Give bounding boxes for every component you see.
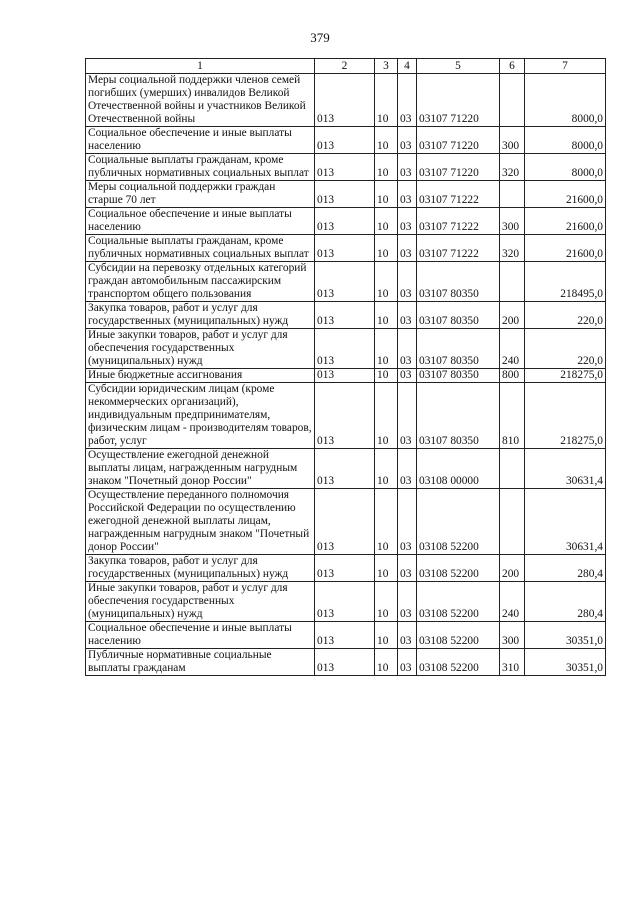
row-section-cell: 10 [375,449,398,489]
row-section-cell: 10 [375,154,398,181]
table-row [86,302,606,329]
table-row [86,622,606,649]
row-amount-cell: 8000,0 [525,154,606,181]
row-subsection-cell: 03 [398,555,417,582]
row-amount-cell: 218495,0 [525,262,606,302]
row-expense-type-cell: 240 [500,329,525,369]
row-target-article-cell: 03107 80350 [417,329,500,369]
row-section-cell: 10 [375,329,398,369]
table-row [86,649,606,676]
row-section-cell: 10 [375,127,398,154]
row-amount-cell: 30351,0 [525,649,606,676]
row-ved-code-cell: 013 [315,649,375,676]
table-row [86,369,606,383]
row-expense-type-cell [500,181,525,208]
row-ved-code-cell: 013 [315,582,375,622]
row-expense-type-cell: 800 [500,369,525,383]
row-amount-cell: 30351,0 [525,622,606,649]
row-section-cell: 10 [375,74,398,127]
column-header: 4 [398,59,417,74]
row-name-cell: Социальные выплаты гражданам, кроме публичных нормативных социальных выплат [86,235,315,262]
row-ved-code-cell: 013 [315,449,375,489]
row-name-cell: Меры социальной поддержки граждан старше 70 лет [86,181,315,208]
table-row [86,208,606,235]
row-expense-type-cell: 240 [500,582,525,622]
row-target-article-cell: 03107 71220 [417,154,500,181]
row-name-cell: Меры социальной поддержки членов семей погибших (умерших) инвалидов Великой Отечественной войны и участников Великой Отечественной войны [86,74,315,127]
row-section-cell: 10 [375,489,398,555]
row-amount-cell: 218275,0 [525,369,606,383]
row-amount-cell: 280,4 [525,555,606,582]
row-name-cell: Осуществление ежегодной денежной выплаты лицам, награжденным нагрудным знаком "Почетный донор России" [86,449,315,489]
row-expense-type-cell: 300 [500,208,525,235]
table-row [86,449,606,489]
table-row [86,127,606,154]
table-row [86,181,606,208]
row-name-cell: Иные закупки товаров, работ и услуг для обеспечения государственных (муниципальных) нужд [86,329,315,369]
row-target-article-cell: 03108 52200 [417,582,500,622]
budget-table [85,58,606,676]
row-section-cell: 10 [375,181,398,208]
row-target-article-cell: 03107 80350 [417,369,500,383]
table-row [86,489,606,555]
row-ved-code-cell: 013 [315,127,375,154]
row-expense-type-cell: 300 [500,622,525,649]
row-section-cell: 10 [375,302,398,329]
row-expense-type-cell: 320 [500,235,525,262]
row-target-article-cell: 03107 71222 [417,235,500,262]
row-name-cell: Субсидии на перевозку отдельных категорий граждан автомобильным пассажирским транспортом общего пользования [86,262,315,302]
row-amount-cell: 21600,0 [525,235,606,262]
row-subsection-cell: 03 [398,235,417,262]
row-expense-type-cell [500,489,525,555]
row-expense-type-cell: 310 [500,649,525,676]
row-expense-type-cell [500,449,525,489]
row-subsection-cell: 03 [398,449,417,489]
row-section-cell: 10 [375,582,398,622]
row-subsection-cell: 03 [398,302,417,329]
row-section-cell: 10 [375,649,398,676]
row-subsection-cell: 03 [398,181,417,208]
row-name-cell: Социальное обеспечение и иные выплаты населению [86,208,315,235]
row-expense-type-cell [500,74,525,127]
row-ved-code-cell: 013 [315,74,375,127]
row-section-cell: 10 [375,555,398,582]
row-ved-code-cell: 013 [315,181,375,208]
row-amount-cell: 30631,4 [525,449,606,489]
column-header: 6 [500,59,525,74]
row-expense-type-cell: 200 [500,555,525,582]
row-target-article-cell: 03107 80350 [417,302,500,329]
row-target-article-cell: 03107 71220 [417,74,500,127]
table-row [86,74,606,127]
row-section-cell: 10 [375,262,398,302]
row-target-article-cell: 03107 71220 [417,127,500,154]
row-amount-cell: 21600,0 [525,181,606,208]
table-row [86,582,606,622]
row-section-cell: 10 [375,235,398,262]
row-name-cell: Социальное обеспечение и иные выплаты населению [86,127,315,154]
row-name-cell: Иные закупки товаров, работ и услуг для обеспечения государственных (муниципальных) нужд [86,582,315,622]
row-subsection-cell: 03 [398,262,417,302]
row-name-cell: Иные бюджетные ассигнования [86,369,315,383]
row-target-article-cell: 03108 52200 [417,555,500,582]
table-body [86,74,606,676]
row-expense-type-cell: 810 [500,383,525,449]
row-name-cell: Закупка товаров, работ и услуг для государственных (муниципальных) нужд [86,555,315,582]
column-header: 2 [315,59,375,74]
row-ved-code-cell: 013 [315,235,375,262]
row-section-cell: 10 [375,383,398,449]
row-amount-cell: 8000,0 [525,74,606,127]
row-subsection-cell: 03 [398,154,417,181]
row-target-article-cell: 03107 80350 [417,262,500,302]
row-subsection-cell: 03 [398,383,417,449]
row-section-cell: 10 [375,208,398,235]
row-subsection-cell: 03 [398,582,417,622]
table-row [86,154,606,181]
row-ved-code-cell: 013 [315,154,375,181]
row-target-article-cell: 03107 71222 [417,208,500,235]
row-section-cell: 10 [375,622,398,649]
row-subsection-cell: 03 [398,489,417,555]
row-target-article-cell: 03108 52200 [417,622,500,649]
row-target-article-cell: 03107 80350 [417,383,500,449]
row-subsection-cell: 03 [398,208,417,235]
row-name-cell: Публичные нормативные социальные выплаты гражданам [86,649,315,676]
row-amount-cell: 218275,0 [525,383,606,449]
row-ved-code-cell: 013 [315,208,375,235]
row-ved-code-cell: 013 [315,369,375,383]
row-subsection-cell: 03 [398,369,417,383]
row-target-article-cell: 03108 52200 [417,649,500,676]
row-amount-cell: 8000,0 [525,127,606,154]
row-target-article-cell: 03108 52200 [417,489,500,555]
table-header-row [86,59,606,74]
table-row [86,383,606,449]
row-subsection-cell: 03 [398,649,417,676]
table-row [86,555,606,582]
row-amount-cell: 220,0 [525,329,606,369]
row-ved-code-cell: 013 [315,489,375,555]
column-header: 5 [417,59,500,74]
row-ved-code-cell: 013 [315,302,375,329]
row-name-cell: Социальные выплаты гражданам, кроме публичных нормативных социальных выплат [86,154,315,181]
row-subsection-cell: 03 [398,622,417,649]
row-ved-code-cell: 013 [315,383,375,449]
row-ved-code-cell: 013 [315,622,375,649]
row-amount-cell: 220,0 [525,302,606,329]
row-expense-type-cell: 200 [500,302,525,329]
column-header: 7 [525,59,606,74]
row-name-cell: Социальное обеспечение и иные выплаты населению [86,622,315,649]
row-amount-cell: 21600,0 [525,208,606,235]
row-amount-cell: 280,4 [525,582,606,622]
row-name-cell: Субсидии юридическим лицам (кроме некоммерческих организаций), индивидуальным предпринимателям, физическим лицам - производителям товаров, работ, услуг [86,383,315,449]
row-name-cell: Осуществление переданного полномочия Российской Федерации по осуществлению ежегодной денежной выплаты лицам, награжденным нагрудным знаком "Почетный донор России" [86,489,315,555]
row-subsection-cell: 03 [398,127,417,154]
column-header: 1 [86,59,315,74]
table-row [86,329,606,369]
table-row [86,235,606,262]
row-ved-code-cell: 013 [315,329,375,369]
table-row [86,262,606,302]
row-ved-code-cell: 013 [315,555,375,582]
row-section-cell: 10 [375,369,398,383]
row-subsection-cell: 03 [398,74,417,127]
row-target-article-cell: 03108 00000 [417,449,500,489]
column-header: 3 [375,59,398,74]
row-amount-cell: 30631,4 [525,489,606,555]
row-ved-code-cell: 013 [315,262,375,302]
row-expense-type-cell: 320 [500,154,525,181]
page-number: 379 [310,30,330,45]
row-expense-type-cell: 300 [500,127,525,154]
row-target-article-cell: 03107 71222 [417,181,500,208]
row-subsection-cell: 03 [398,329,417,369]
row-name-cell: Закупка товаров, работ и услуг для государственных (муниципальных) нужд [86,302,315,329]
row-expense-type-cell [500,262,525,302]
